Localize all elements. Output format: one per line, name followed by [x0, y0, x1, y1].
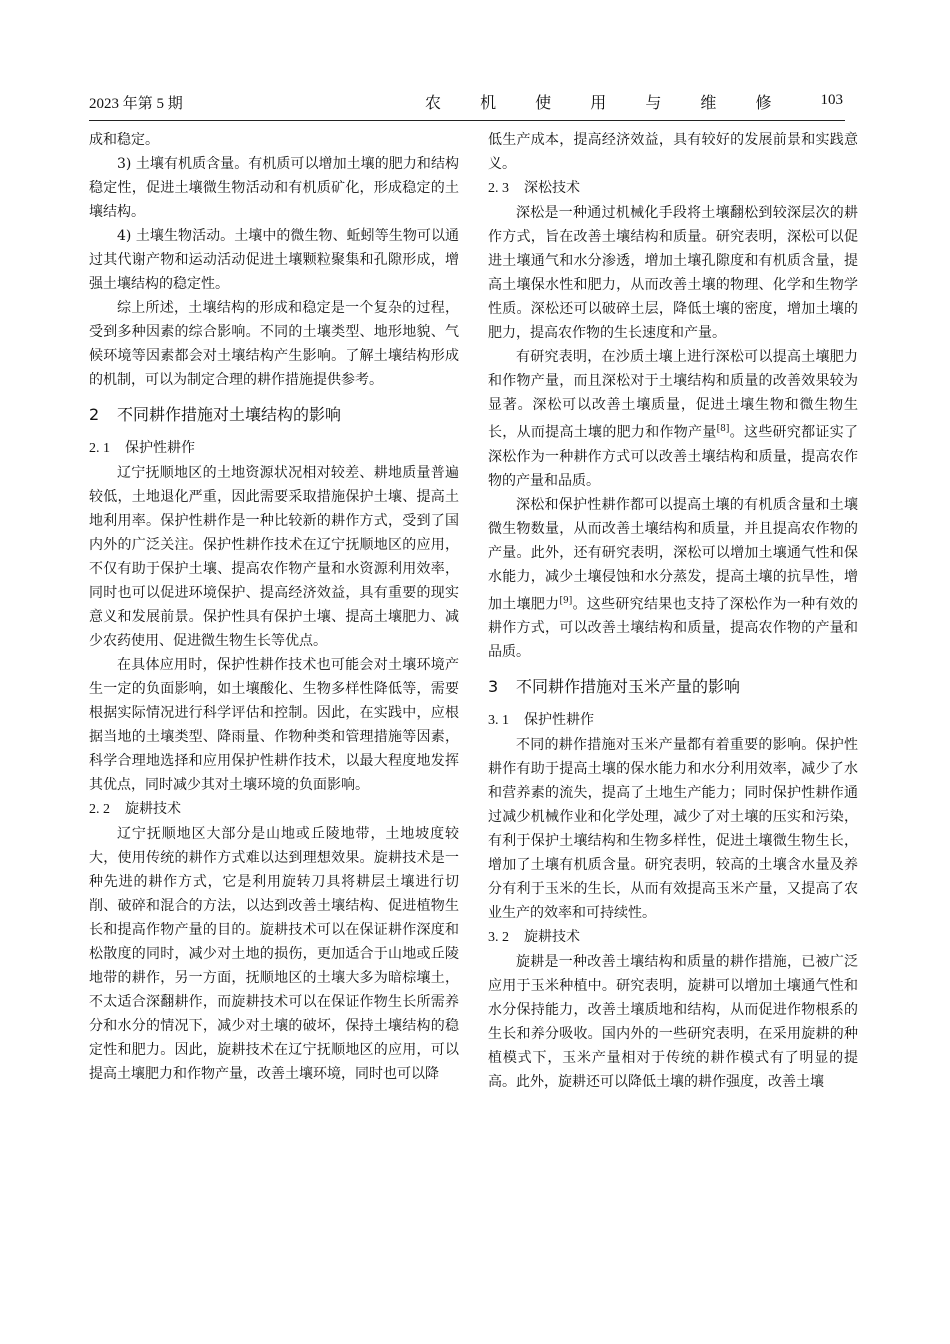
paragraph-text: 有研究表明，在沙质土壤上进行深松可以提高土壤肥力和作物产量，而且深松对于土壤结构和质量的改善效果较为显著。深松可以改善土壤质量，促进土壤生物和微生物生长，从而提高土壤的肥力和作物产量 — [488, 349, 858, 441]
subsection-heading — [488, 176, 858, 201]
paragraph: 辽宁抚顺地区的土地资源状况相对较差、耕地质量普遍较低，土地退化严重，因此需要采取措施保护土壤、提高土地利用率。保护性耕作是一种比较新的耕作方式，受到了国内外的广泛关注。保护性耕作技术在辽宁抚顺地区的应用，不仅有助于保护土壤、提高农作物产量和水资源利用效率，同时也可以促进环境保护、提高经济效益，具有重要的现实意义和发展前景。保护性具有保护土壤、提高土壤肥力、减少农药使用、促进微生物生长等优点。 — [89, 465, 459, 649]
paragraph: 成和稳定。 — [89, 132, 159, 148]
subsection-heading — [89, 797, 459, 822]
paragraph-text: 。这些研究结果也支持了深松作为一种有效的耕作方式，可以改善土壤结构和质量，提高农作物的产量和品质。 — [488, 596, 858, 661]
left-column — [89, 128, 459, 1328]
paragraph-text: 。这些研究都证实了深松作为一种耕作方式可以改善土壤结构和质量，提高农作物的产量和品质。 — [488, 424, 858, 489]
paragraph: 3) 土壤有机质含量。有机质可以增加土壤的肥力和结构稳定性，促进土壤微生物活动和有机质矿化，形成稳定的土壤结构。 — [89, 156, 459, 220]
subsection-number: 3. 2 — [488, 930, 509, 946]
citation-9: [9] — [559, 595, 573, 606]
citation-8: [8] — [716, 424, 730, 434]
section-heading — [89, 402, 459, 428]
subsection-number: 2. 2 — [89, 802, 110, 817]
subsection-heading — [488, 708, 858, 733]
paragraph: 综上所述，土壤结构的形成和稳定是一个复杂的过程，受到多种因素的综合影响。不同的土壤类型、地形地貌、气候环境等因素都会对土壤结构产生影响。了解土壤结构形成的机制，可以为制定合理的耕作措施提供参考。 — [89, 300, 459, 388]
section-title: 不同耕作措施对玉米产量的影响 — [516, 677, 741, 697]
subsection-number: 2. 1 — [89, 441, 110, 456]
subsection-title: 保护性耕作 — [125, 440, 195, 456]
paragraph: 旋耕是一种改善土壤结构和质量的耕作措施，已被广泛应用于玉米种植中。研究表明，旋耕可以增加土壤通气性和水分保持能力，改善土壤质地和结构，从而促进作物根系的生长和养分吸收。国内外的一些研究表明，在采用旋耕的种植模式下，玉米产量相对于传统的耕作模式有了明显的提高。此外，旋耕还可以降低土壤的耕作强度，改善土壤 — [488, 954, 858, 1091]
page-number: 103 — [820, 92, 843, 108]
header-rule — [89, 120, 845, 121]
paragraph: 辽宁抚顺地区大部分是山地或丘陵地带，土地坡度较大，使用传统的耕作方式难以达到理想效果。旋耕技术是一种先进的耕作方式，它是利用旋转刀具将耕层土壤进行切削、破碎和混合的方法，以达到改善土壤结构、促进植物生长和提高作物产量的目的。旋耕技术可以在保证耕作深度和松散度的同时，减少对土地的损伤，更加适合于山地或丘陵地带的耕作，另一方面，抚顺地区的土壤大多为暗棕壤土，不太适合深翻耕作，而旋耕技术可以在保证作物生长所需养分和水分的情况下，减少对土壤的破坏，保持土壤结构的稳定性和肥力。因此，旋耕技术在辽宁抚顺地区的应用，可以提高土壤肥力和作物产量，改善土壤环境，同时也可以降 — [89, 826, 459, 1082]
subsection-number: 3. 1 — [488, 713, 509, 729]
subsection-heading — [89, 436, 459, 461]
page-header — [89, 88, 845, 116]
section-number: 3 — [488, 677, 499, 697]
paragraph — [488, 345, 858, 493]
paragraph-text: 深松和保护性耕作都可以提高土壤的有机质含量和土壤微生物数量，从而改善土壤结构和质量，并且提高农作物的产量。此外，还有研究表明，深松可以增加土壤通气性和保水能力，减少土壤侵蚀和水分蒸发，提高土壤的抗旱性，增加土壤肥力 — [488, 496, 858, 613]
subsection-heading — [488, 925, 858, 950]
subsection-title: 深松技术 — [524, 180, 580, 196]
subsection-title: 保护性耕作 — [524, 712, 594, 729]
paragraph: 低生产成本，提高经济效益，具有较好的发展前景和实践意义。 — [488, 132, 858, 172]
issue-label: 2023 年第 5 期 — [89, 96, 183, 112]
paragraph: 不同的耕作措施对玉米产量都有着重要的影响。保护性耕作有助于提高土壤的保水能力和水分利用效率，减少了水和营养素的流失，提高了土地生产能力；同时保护性耕作通过减少机械作业和化学处理，减少了对土壤的压实和污染，有利于保护土壤结构和生物多样性，促进土壤微生物生长，增加了土壤有机质含量。研究表明，较高的土壤含水量及养分有利于玉米的生长，从而有效提高玉米产量，又提高了农业生产的效率和可持续性。 — [488, 737, 858, 922]
subsection-title: 旋耕技术 — [125, 801, 181, 817]
paragraph: 深松是一种通过机械化手段将土壤翻松到较深层次的耕作方式，旨在改善土壤结构和质量。研究表明，深松可以促进土壤通气和水分渗透，增加土壤孔隙度和有机质含量，提高土壤保水性和肥力，从而改善土壤的物理、化学和生物学性质。深松还可以破碎土层，降低土壤的密度，增加土壤的肥力，提高农作物的生长速度和产量。 — [488, 205, 858, 341]
subsection-number: 2. 3 — [488, 181, 509, 196]
journal-title: 农 机 使 用 与 维 修 — [425, 93, 789, 112]
right-column — [488, 128, 858, 1328]
subsection-title: 旋耕技术 — [524, 929, 580, 946]
paragraph: 4) 土壤生物活动。土壤中的微生物、蚯蚓等生物可以通过其代谢产物和运动活动促进土壤颗粒聚集和孔隙形成，增强土壤结构的稳定性。 — [89, 228, 459, 292]
section-heading — [488, 674, 858, 700]
section-number: 2 — [89, 405, 100, 424]
paragraph — [488, 493, 858, 665]
paragraph: 在具体应用时，保护性耕作技术也可能会对土壤环境产生一定的负面影响，如土壤酸化、生物多样性降低等，需要根据实际情况进行科学评估和控制。因此，在实践中，应根据当地的土壤类型、降雨量、作物种类和管理措施等因素，科学合理地选择和应用保护性耕作技术，以最大程度地发挥其优点，同时减少其对土壤环境的负面影响。 — [89, 657, 459, 793]
section-title: 不同耕作措施对土壤结构的影响 — [117, 405, 342, 424]
